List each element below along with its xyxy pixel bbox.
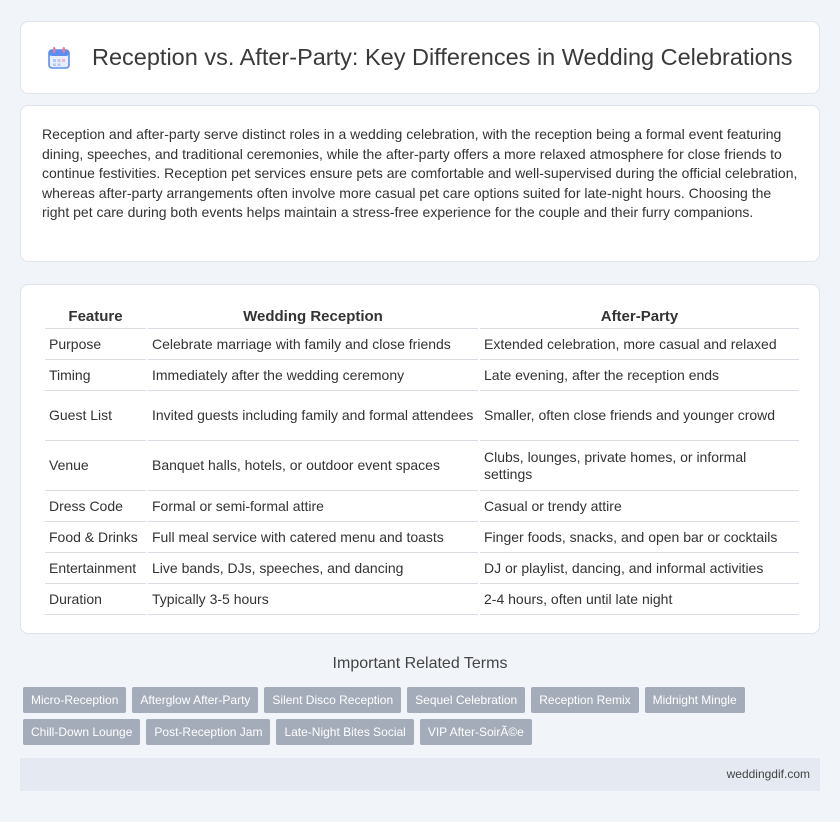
cell-after-party: Late evening, after the reception ends	[480, 360, 799, 391]
intro-card	[20, 105, 820, 262]
header-wedding-reception: Wedding Reception	[148, 305, 478, 329]
cell-feature: Timing	[45, 360, 146, 391]
table-row	[45, 360, 799, 391]
table-row	[45, 553, 799, 584]
term-tag[interactable]: Sequel Celebration	[407, 687, 525, 713]
table-row	[45, 441, 799, 491]
page-title: Reception vs. After-Party: Key Differences in Wedding Celebrations	[92, 44, 793, 70]
cell-feature: Food & Drinks	[45, 522, 146, 553]
cell-feature: Entertainment	[45, 553, 146, 584]
table-row	[45, 584, 799, 615]
header-card	[20, 21, 820, 94]
cell-reception: Celebrate marriage with family and close friends	[148, 329, 478, 360]
table-row	[45, 391, 799, 441]
intro-paragraph: Reception and after-party serve distinct roles in a wedding celebration, with the reception being a formal event featuring dining, speeches, and traditional ceremonies, while the after-party offers a more relaxed atmosphere for close friends to continue festivities. Reception pet services ensure pets are comfortable and well-supervised during the official celebration, whereas after-party arrangements often involve more casual pet care options suited for late-night hours. Choosing the right pet care during both events helps maintain a stress-free experience for the couple and their furry companions.	[42, 126, 798, 221]
cell-after-party: Clubs, lounges, private homes, or informal settings	[480, 441, 799, 491]
cell-reception: Banquet halls, hotels, or outdoor event spaces	[148, 441, 478, 491]
cell-after-party: Extended celebration, more casual and relaxed	[480, 329, 799, 360]
cell-reception: Live bands, DJs, speeches, and dancing	[148, 553, 478, 584]
cell-after-party: 2-4 hours, often until late night	[480, 584, 799, 615]
term-tag[interactable]: Micro-Reception	[23, 687, 126, 713]
related-terms-list	[23, 687, 823, 745]
cell-reception: Formal or semi-formal attire	[148, 491, 478, 522]
cell-reception: Immediately after the wedding ceremony	[148, 360, 478, 391]
footer	[20, 758, 820, 791]
table-row	[45, 491, 799, 522]
cell-feature: Venue	[45, 441, 146, 491]
term-tag[interactable]: Chill-Down Lounge	[23, 719, 140, 745]
comparison-table	[43, 305, 801, 615]
footer-site-link[interactable]: weddingdif.com	[726, 767, 810, 781]
cell-reception: Full meal service with catered menu and toasts	[148, 522, 478, 553]
cell-feature: Duration	[45, 584, 146, 615]
header-feature: Feature	[45, 305, 146, 329]
cell-after-party: Smaller, often close friends and younger crowd	[480, 391, 799, 441]
table-header-row	[45, 305, 799, 329]
term-tag[interactable]: Late-Night Bites Social	[276, 719, 413, 745]
cell-reception: Typically 3-5 hours	[148, 584, 478, 615]
term-tag[interactable]: Afterglow After-Party	[132, 687, 258, 713]
cell-feature: Guest List	[45, 391, 146, 441]
cell-after-party: Casual or trendy attire	[480, 491, 799, 522]
term-tag[interactable]: Silent Disco Reception	[264, 687, 401, 713]
term-tag[interactable]: Post-Reception Jam	[146, 719, 270, 745]
calendar-icon	[45, 44, 73, 72]
term-tag[interactable]: VIP After-SoirÃ©e	[420, 719, 532, 745]
term-tag[interactable]: Reception Remix	[531, 687, 638, 713]
cell-feature: Dress Code	[45, 491, 146, 522]
related-terms-title: Important Related Terms	[332, 655, 508, 672]
cell-feature: Purpose	[45, 329, 146, 360]
term-tag[interactable]: Midnight Mingle	[645, 687, 745, 713]
table-row	[45, 522, 799, 553]
cell-after-party: Finger foods, snacks, and open bar or cocktails	[480, 522, 799, 553]
header-after-party: After-Party	[480, 305, 799, 329]
table-row	[45, 329, 799, 360]
comparison-table-card	[20, 284, 820, 634]
cell-reception: Invited guests including family and formal attendees	[148, 391, 478, 441]
cell-after-party: DJ or playlist, dancing, and informal activities	[480, 553, 799, 584]
